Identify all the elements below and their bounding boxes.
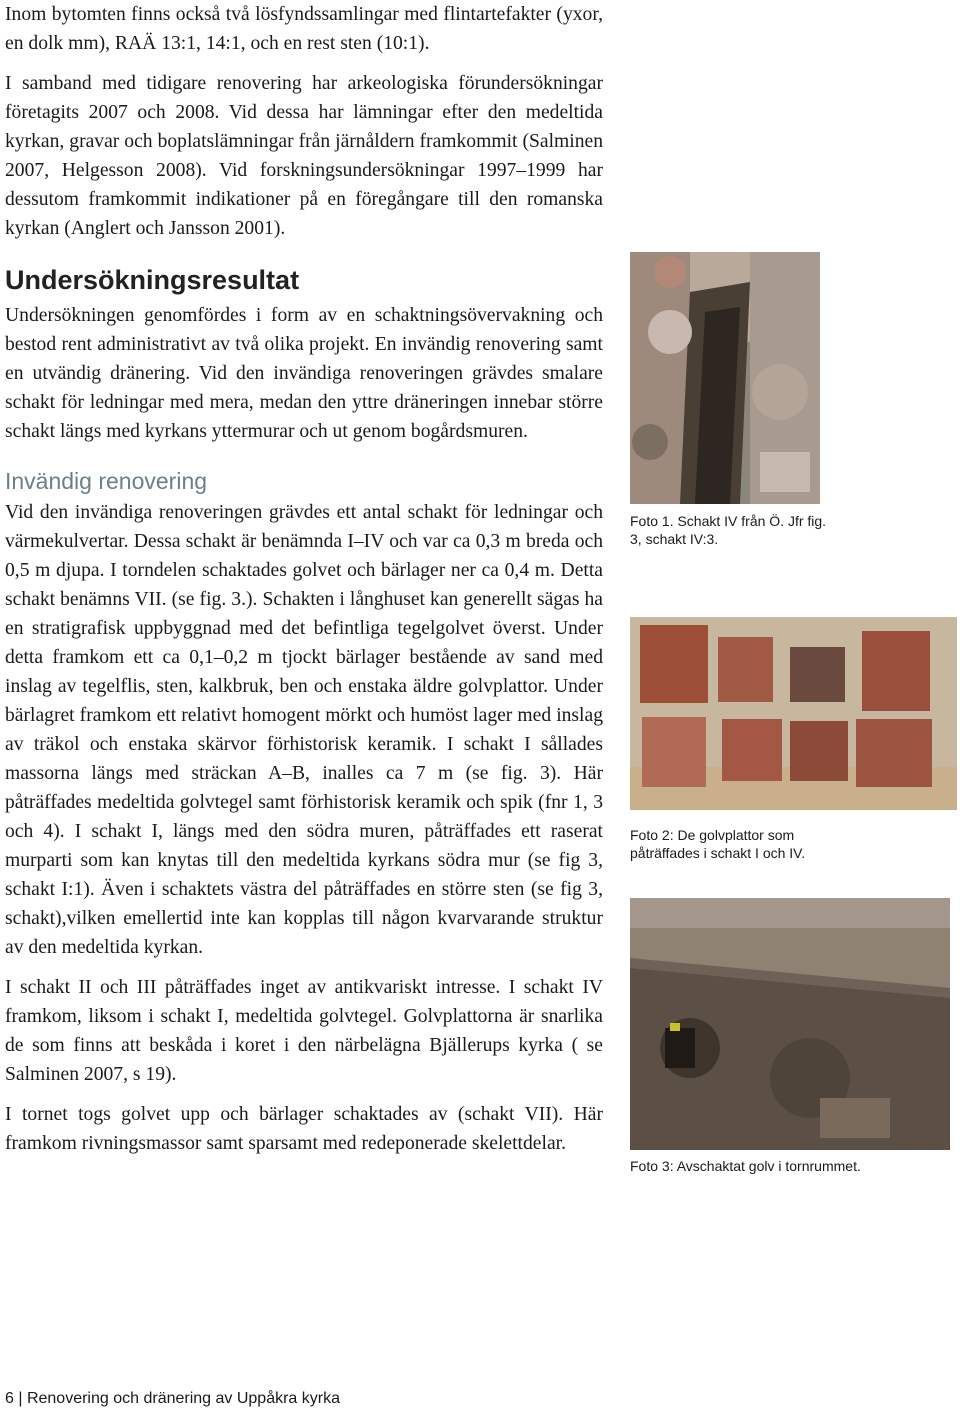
photo-trench-iv [630,252,820,504]
paragraph-lithic-finds: Inom bytomten finns också två lösfyndssamlingar med flintartefakter (yxor, en dolk mm), RAÄ 13:1, 14:1, och en rest sten (10:1). [5,4,603,54]
main-text-column [5,0,603,1158]
caption-photo-2: Foto 2: De golvplattor som påträffades i schakt I och IV. [630,827,806,861]
page-footer: 6 | Renovering och dränering av Uppåkra kyrka [5,1390,340,1407]
heading-results: Undersökningsresultat [5,265,300,295]
photo-floor-tiles [630,617,957,810]
caption-photo-3: Foto 3: Avschaktat golv i tornrummet. [630,1158,861,1174]
paragraph-interior-trenches: Vid den invändiga renoveringen grävdes ett antal schakt för ledningar och värmekulvertar. Dessa schakt är benämnda I–IV och var ca 0,3 m breda och 0,5 m djupa. I torndelen schaktades golvet och bärlager ner ca 0,4 m. Detta schakt benämns VII. (se fig. 3.). Schakten i långhuset kan generellt sägas ha en stratigrafisk uppbyggnad med det befintliga tegelgolvet överst. Under detta framkom ett ca 0,1–0,2 m tjockt bärlager bestående av sand med inslag av tegelflis, sten, kalkbruk, ben och enstaka äldre golvplattor. Under bärlagret framkom ett relativt homogent mörkt och humöst lager med inslag av träkol och enstaka skärvor förhistorisk keramik. I schakt I sållades massorna längs med sträckan A–B, inalles ca 7 m (se fig. 3). Här påträffades medeltida golvtegel samt förhistorisk keramik och spik (fnr 1, 3 och 4). I schakt I, längs med den södra muren, påträffades ett raserat murparti som kan knytas till den medeltida kyrkans södra mur (se fig 3, schakt I:1). Även i schaktets västra del påträffades en större sten (se fig 3, schakt),vilken emellertid inte kan kopplas till någon kvarvarande struktur av den medeltida kyrkan. [5,502,603,958]
photo-trench-iv-image [630,252,820,504]
photo-floor-tiles-image [630,617,957,810]
caption-photo-1: Foto 1. Schakt IV från Ö. Jfr fig. 3, schakt IV:3. [630,513,827,547]
paragraph-results: Undersökningen genomfördes i form av en schaktningsövervakning och bestod rent administrativt av två olika projekt. En invändig renovering samt en utvändig dränering. Vid den invändiga renoveringen grävdes smalare schakt för ledningar med mera, medan den yttre dräneringen innebar större schakt längs med kyrkans yttermurar och ut genom bogårdsmuren. [5,305,603,442]
paragraph-trenches-ii-iv: I schakt II och III påträffades inget av antikvariskt intresse. I schakt IV framkom, liksom i schakt I, medeltida golvtegel. Golvplattorna är snarlika de som finns att beskåda i koret i den närbelägna Bjällerups kyrka ( se Salminen 2007, s 19). [5,977,603,1085]
photo-tower-room-floor [630,898,950,1150]
paragraph-previous-investigations: I samband med tidigare renovering har arkeologiska förundersökningar företagits 2007 och 2008. Vid dessa har lämningar efter den medeltida kyrkan, gravar och boplatslämningar från järnåldern framkommit (Salminen 2007, Helgesson 2008). Vid forskningsundersökningar 1997–1999 har dessutom framkommit indikationer på en föregångare till den romanska kyrkan (Anglert och Jansson 2001). [5,73,603,239]
paragraph-tower: I tornet togs golvet upp och bärlager schaktades av (schakt VII). Här framkom rivningsmassor samt sparsamt med redeponerade skelettdelar. [5,1104,603,1154]
photo-tower-room-floor-image [630,898,950,1150]
heading-interior-renovation: Invändig renovering [5,468,208,494]
